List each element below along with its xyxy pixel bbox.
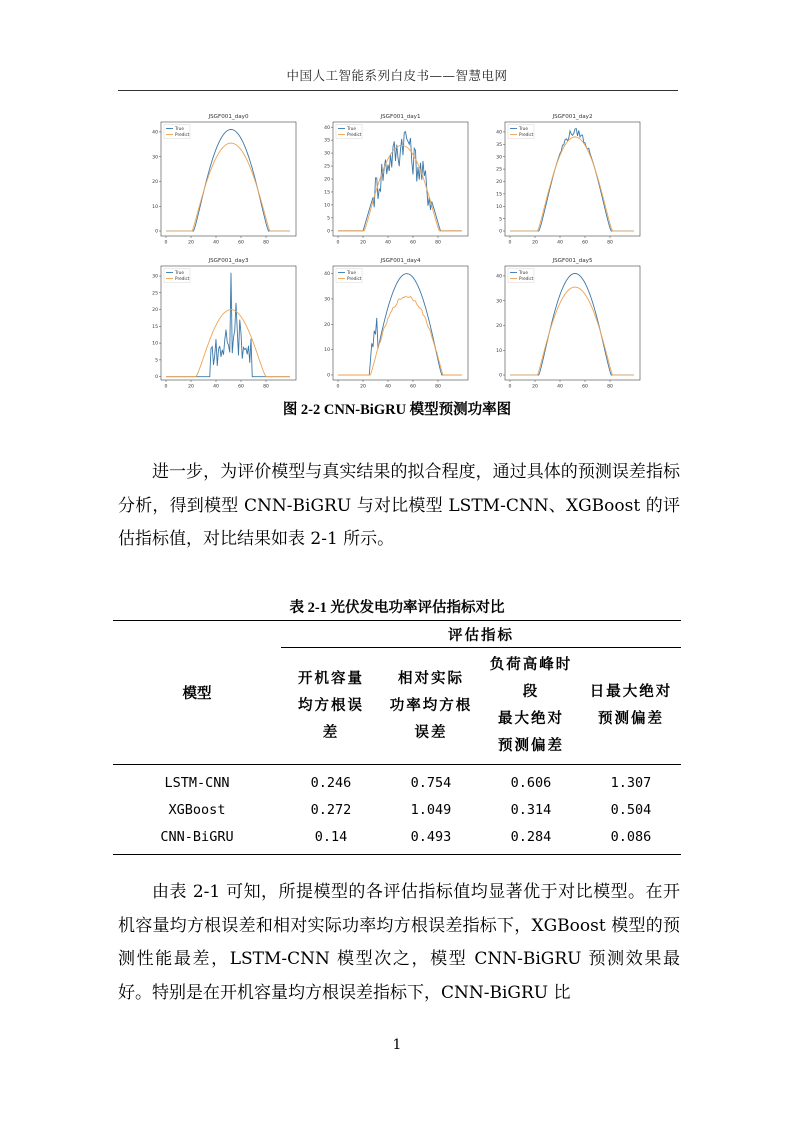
chart-day2	[487, 108, 647, 258]
legend-label-true: True	[175, 270, 184, 275]
legend-label-predict: Predict	[175, 132, 190, 137]
y-tick-label: 30	[324, 151, 330, 157]
table-row	[113, 796, 681, 823]
y-tick-label: 5	[155, 358, 158, 364]
paragraph-2: 由表 2-1 可知，所提模型的各评估指标值均显著优于对比模型。在开机容量均方根误差和相对实际功率均方根误差指标下，XGBoost 模型的预测性能最差，LSTM-CNN 模型次之，模型 CNN-BiGRU 预测效果最好。特别是在开机容量均方根误差指标下，CNN-BiGRU 比	[118, 882, 680, 1003]
series-true-line	[166, 129, 290, 231]
plot-frame	[161, 122, 296, 236]
legend-label-true: True	[519, 126, 528, 131]
metric-header-line: 误差	[414, 724, 448, 741]
legend-label-predict: Predict	[347, 132, 362, 137]
y-tick-label: 5	[327, 216, 330, 222]
metric-header-line: 最大绝对	[498, 711, 564, 727]
x-tick-label: 80	[263, 384, 269, 390]
line-chart	[143, 252, 303, 402]
value-cell: 0.493	[381, 823, 481, 855]
y-tick-label: 30	[496, 299, 502, 305]
metric-header-line: 预测偏差	[498, 738, 564, 754]
y-tick-label: 35	[324, 138, 330, 144]
legend-label-true: True	[519, 270, 528, 275]
chart-title: JSGF001_day0	[208, 114, 249, 120]
series-true-line	[338, 132, 462, 231]
legend-label-true: True	[347, 270, 356, 275]
x-tick-label: 0	[508, 240, 512, 246]
y-tick-label: 10	[152, 204, 158, 210]
metric-header-line: 日最大绝对	[589, 684, 673, 700]
metric-header-3	[481, 648, 581, 765]
line-chart	[487, 108, 647, 258]
y-tick-label: 20	[152, 308, 158, 314]
y-tick-label: 10	[496, 204, 502, 210]
y-tick-label: 20	[496, 324, 502, 330]
value-cell: 0.14	[281, 823, 381, 855]
x-tick-label: 80	[435, 240, 441, 246]
metric-header-line: 差	[322, 724, 340, 741]
metric-header-line: 相对实际	[398, 670, 464, 687]
group-header: 评估指标	[281, 621, 681, 648]
series-predict-line	[166, 143, 290, 231]
line-chart	[143, 108, 303, 258]
y-tick-label: 40	[324, 272, 330, 278]
model-cell: LSTM-CNN	[164, 774, 230, 791]
x-tick-label: 0	[508, 384, 512, 390]
line-chart	[487, 252, 647, 402]
paragraph-1: 进一步，为评价模型与真实结果的拟合程度，通过具体的预测误差指标分析，得到模型 CNN-BiGRU 与对比模型 LSTM-CNN、XGBoost 的评估指标值，对比结果如表 2-1 所示。	[118, 462, 680, 549]
x-tick-label: 20	[360, 240, 366, 246]
y-tick-label: 40	[496, 130, 502, 136]
y-tick-label: 0	[155, 229, 158, 235]
value-cell: 0.284	[481, 823, 581, 855]
x-tick-label: 60	[238, 384, 244, 390]
metric-header-line: 段	[522, 684, 540, 700]
chart-title: JSGF001_day2	[552, 114, 593, 120]
chart-title: JSGF001_day4	[380, 258, 421, 264]
plot-frame	[161, 266, 296, 380]
metric-header-line: 均方根误	[298, 697, 364, 714]
chart-title: JSGF001_day5	[552, 258, 593, 264]
y-tick-label: 0	[499, 373, 502, 379]
plot-frame	[505, 266, 640, 380]
chart-day3	[143, 252, 303, 402]
y-tick-label: 10	[152, 341, 158, 347]
chart-day4	[315, 252, 475, 402]
table-row	[113, 765, 681, 797]
y-tick-label: 15	[324, 190, 330, 196]
y-tick-label: 20	[152, 180, 158, 186]
plot-frame	[333, 122, 468, 236]
value-cell: 0.246	[310, 774, 352, 791]
x-tick-label: 40	[557, 240, 563, 246]
value-cell: 0.606	[510, 774, 552, 791]
series-true-line	[338, 274, 462, 375]
model-header: 模型	[113, 621, 281, 765]
value-cell: 0.754	[410, 774, 452, 791]
value-cell: 0.314	[510, 801, 552, 818]
x-tick-label: 60	[410, 384, 416, 390]
legend-label-true: True	[347, 126, 356, 131]
x-tick-label: 0	[164, 384, 168, 390]
page-number: 1	[392, 1037, 402, 1053]
x-tick-label: 80	[435, 384, 441, 390]
metric-header-line: 预测偏差	[598, 711, 664, 727]
header-rule	[118, 90, 678, 91]
chart-day0	[143, 108, 303, 258]
x-tick-label: 40	[213, 384, 219, 390]
value-cell: 0.086	[581, 823, 681, 855]
y-tick-label: 35	[496, 142, 502, 148]
model-cell: XGBoost	[168, 801, 226, 818]
figure-caption: 图 2-2 CNN-BiGRU 模型预测功率图	[282, 402, 512, 418]
y-tick-label: 30	[496, 155, 502, 161]
y-tick-label: 20	[496, 180, 502, 186]
y-tick-label: 10	[324, 348, 330, 354]
x-tick-label: 20	[532, 240, 538, 246]
metric-header-2	[381, 648, 481, 765]
x-tick-label: 20	[188, 240, 194, 246]
x-tick-label: 20	[532, 384, 538, 390]
metric-header-1	[281, 648, 381, 765]
plot-frame	[333, 266, 468, 380]
table-title: 表 2-1 光伏发电功率评估指标对比	[289, 600, 505, 616]
x-tick-label: 40	[213, 240, 219, 246]
plot-frame	[505, 122, 640, 236]
legend-label-predict: Predict	[519, 276, 534, 281]
metric-header-line: 负荷高峰时	[489, 657, 573, 673]
y-tick-label: 25	[324, 164, 330, 170]
chart-title: JSGF001_day1	[380, 114, 421, 120]
y-tick-label: 25	[496, 167, 502, 173]
metric-header-line: 功率均方根	[389, 697, 473, 714]
y-tick-label: 30	[152, 274, 158, 280]
x-tick-label: 80	[607, 384, 613, 390]
metric-header-4	[581, 648, 681, 765]
x-tick-label: 80	[607, 240, 613, 246]
x-tick-label: 0	[164, 240, 168, 246]
y-tick-label: 10	[324, 203, 330, 209]
y-tick-label: 40	[152, 130, 158, 136]
y-tick-label: 40	[324, 125, 330, 131]
x-tick-label: 20	[188, 384, 194, 390]
y-tick-label: 20	[324, 177, 330, 183]
chart-day5	[487, 252, 647, 402]
x-tick-label: 0	[336, 240, 340, 246]
y-tick-label: 40	[496, 274, 502, 280]
x-tick-label: 60	[238, 240, 244, 246]
model-cell: CNN-BiGRU	[113, 823, 281, 855]
y-tick-label: 30	[152, 155, 158, 161]
series-true-line	[510, 129, 634, 231]
y-tick-label: 15	[152, 324, 158, 330]
metrics-table	[113, 620, 681, 855]
y-tick-label: 0	[327, 373, 330, 379]
y-tick-label: 0	[499, 229, 502, 235]
x-tick-label: 60	[582, 240, 588, 246]
x-tick-label: 40	[385, 384, 391, 390]
x-tick-label: 20	[360, 384, 366, 390]
value-cell: 1.049	[410, 801, 452, 818]
x-tick-label: 60	[410, 240, 416, 246]
series-true-line	[510, 273, 634, 375]
series-predict-line	[510, 137, 634, 231]
series-predict-line	[510, 287, 634, 375]
y-tick-label: 30	[324, 297, 330, 303]
line-chart	[315, 108, 475, 258]
y-tick-label: 5	[499, 217, 502, 223]
legend-label-true: True	[175, 126, 184, 131]
value-cell: 0.272	[310, 801, 352, 818]
x-tick-label: 40	[557, 384, 563, 390]
chart-title: JSGF001_day3	[208, 258, 249, 264]
x-tick-label: 60	[582, 384, 588, 390]
metric-header-line: 开机容量	[298, 670, 364, 687]
running-header: 中国人工智能系列白皮书——智慧电网	[286, 68, 508, 83]
table-row	[113, 823, 681, 855]
series-predict-line	[338, 296, 462, 375]
x-tick-label: 40	[385, 240, 391, 246]
series-true-line	[166, 273, 290, 377]
legend-label-predict: Predict	[175, 276, 190, 281]
value-cell: 0.504	[610, 801, 652, 818]
legend-label-predict: Predict	[347, 276, 362, 281]
x-tick-label: 0	[336, 384, 340, 390]
chart-day1	[315, 108, 475, 258]
y-tick-label: 20	[324, 322, 330, 328]
y-tick-label: 10	[496, 348, 502, 354]
y-tick-label: 0	[327, 229, 330, 235]
y-tick-label: 15	[496, 192, 502, 198]
y-tick-label: 25	[152, 291, 158, 297]
legend-label-predict: Predict	[519, 132, 534, 137]
line-chart	[315, 252, 475, 402]
y-tick-label: 0	[155, 375, 158, 381]
value-cell: 1.307	[610, 774, 652, 791]
x-tick-label: 80	[263, 240, 269, 246]
